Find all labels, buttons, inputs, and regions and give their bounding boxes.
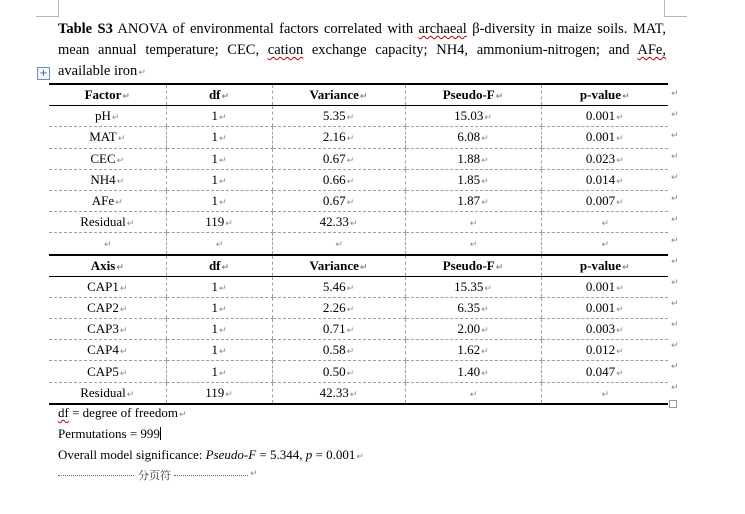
cell-text: 1.62 [457, 342, 481, 358]
table-row [49, 106, 668, 127]
table-cell[interactable] [541, 319, 668, 340]
cell-text: CAP4 [87, 342, 119, 358]
cell-end-mark: ↵ [469, 389, 478, 400]
table-resize-handle[interactable] [669, 400, 677, 408]
cell-end-mark: ↵ [359, 262, 368, 273]
table-row [49, 212, 668, 233]
table-cell[interactable] [272, 190, 405, 211]
cell-end-mark: ↵ [218, 113, 227, 124]
table-cell[interactable] [166, 382, 272, 404]
cell-text: CAP5 [87, 363, 119, 379]
table-cell[interactable] [49, 319, 166, 340]
cell-end-mark: ↵ [481, 176, 489, 187]
cell-text: 1.87 [457, 193, 481, 209]
cell-end-mark: ↵ [346, 198, 355, 209]
cell-end-mark: ↵ [126, 219, 135, 230]
cell-end-mark: ↵ [218, 368, 227, 379]
row-end-mark: ↵ [671, 194, 679, 204]
row-end-mark: ↵ [671, 236, 679, 246]
cell-end-mark: ↵ [122, 92, 130, 103]
row-end-mark: ↵ [671, 89, 679, 99]
paragraph-mark-icon: ↵ [138, 68, 146, 78]
table-row [49, 361, 668, 382]
table-cell[interactable] [166, 297, 272, 318]
cell-text: 42.33 [319, 384, 349, 400]
row-end-mark: ↵ [671, 299, 679, 309]
cell-end-mark: ↵ [215, 240, 224, 251]
table-cell[interactable] [272, 106, 405, 127]
page-break-line [58, 475, 134, 476]
cell-end-mark: ↵ [225, 219, 233, 230]
cell-text: df [208, 257, 221, 273]
row-end-mark: ↵ [671, 110, 679, 120]
cell-end-mark: ↵ [218, 283, 227, 294]
table-cell[interactable] [541, 148, 668, 169]
table-row [49, 340, 668, 361]
cell-text: df [208, 87, 221, 103]
cell-end-mark: ↵ [111, 113, 120, 124]
cell-text: 5.46 [322, 278, 346, 294]
spellcheck-word[interactable]: cation [267, 42, 304, 58]
table-cell[interactable] [49, 340, 166, 361]
cell-end-mark: ↵ [346, 134, 355, 145]
cell-text: MAT [89, 129, 117, 145]
cell-end-mark: ↵ [218, 134, 227, 145]
table-cell[interactable] [272, 212, 405, 233]
cell-end-mark: ↵ [335, 240, 343, 251]
cell-end-mark: ↵ [481, 368, 489, 379]
cell-end-mark: ↵ [495, 92, 504, 103]
cell-end-mark: ↵ [616, 176, 624, 187]
cell-text: 6.08 [457, 129, 481, 145]
table-move-handle-icon[interactable]: + [37, 67, 50, 80]
cell-end-mark: ↵ [119, 304, 128, 315]
cell-text: 42.33 [319, 214, 349, 230]
table-cell[interactable] [272, 276, 405, 297]
cell-text: 0.67 [322, 193, 346, 209]
table-cell[interactable] [405, 84, 541, 106]
cell-text: 5.35 [322, 108, 346, 124]
page-break-label: 分页符 [138, 469, 171, 482]
cell-end-mark: ↵ [218, 176, 227, 187]
table-cell[interactable] [405, 340, 541, 361]
table-header-row [49, 255, 668, 277]
cell-text: AFe [91, 193, 115, 209]
table-cell[interactable] [166, 233, 272, 255]
page-corner-top-left [36, 0, 59, 17]
row-end-mark: ↵ [671, 131, 679, 141]
cell-text: 1 [211, 150, 218, 166]
cell-text: 2.16 [322, 129, 346, 145]
table-row [49, 190, 668, 211]
cell-text: p-value [579, 87, 622, 103]
cell-end-mark: ↵ [346, 326, 355, 337]
note-permutations: Permutations = 999 [58, 426, 160, 441]
cell-text: CAP3 [87, 321, 119, 337]
table-row [49, 297, 668, 318]
cell-text: 15.35 [454, 278, 484, 294]
cell-text: 1 [211, 363, 218, 379]
paragraph-mark-icon: ↵ [356, 452, 364, 462]
cell-end-mark: ↵ [346, 368, 355, 379]
cell-end-mark: ↵ [346, 176, 355, 187]
cell-end-mark: ↵ [349, 219, 358, 230]
table-cell[interactable] [541, 212, 668, 233]
cell-end-mark: ↵ [346, 347, 355, 358]
cell-end-mark: ↵ [218, 198, 227, 209]
cell-text: 2.00 [457, 321, 481, 337]
cell-end-mark: ↵ [221, 92, 230, 103]
table-cell[interactable] [541, 84, 668, 106]
cell-end-mark: ↵ [346, 283, 355, 294]
table-cell[interactable] [166, 127, 272, 148]
cell-end-mark: ↵ [116, 176, 125, 187]
table-cell[interactable] [405, 382, 541, 404]
table-cell[interactable] [49, 382, 166, 404]
table-cell[interactable] [166, 361, 272, 382]
table-cell[interactable] [272, 127, 405, 148]
table-cell[interactable] [49, 255, 166, 277]
table-cell[interactable] [541, 106, 668, 127]
note-df: df = degree of freedom↵ [58, 405, 187, 420]
table-notes [58, 402, 364, 465]
table-cell[interactable] [49, 233, 166, 255]
cell-end-mark: ↵ [469, 219, 478, 230]
cell-text: 1 [211, 108, 218, 124]
anova-table-body [49, 84, 668, 404]
cell-end-mark: ↵ [481, 134, 489, 145]
cell-text: 1 [211, 193, 218, 209]
cell-text: 0.047 [585, 363, 616, 379]
cell-text: 0.001 [585, 299, 616, 315]
cell-text: 0.50 [322, 363, 346, 379]
cell-text: 119 [205, 214, 225, 230]
table-cell[interactable] [405, 127, 541, 148]
cell-end-mark: ↵ [221, 262, 230, 273]
table-caption: Table S3 ANOVA of environmental factors correlated with archaeal β-diversity in maize soils. MAT, mean annual temperature; CEC, cation exchange capacity; NH4, ammonium-nitrogen; and AFe, available iron↵ [58, 21, 666, 79]
table-cell[interactable] [541, 127, 668, 148]
cell-text: 0.003 [585, 321, 616, 337]
table-cell[interactable] [49, 190, 166, 211]
cell-text: CAP2 [87, 299, 119, 315]
table-cell[interactable] [405, 319, 541, 340]
cell-end-mark: ↵ [119, 347, 128, 358]
cell-end-mark: ↵ [119, 283, 128, 294]
cell-text: 0.71 [322, 321, 346, 337]
cell-end-mark: ↵ [359, 92, 368, 103]
cell-end-mark: ↵ [601, 389, 610, 400]
table-cell[interactable] [405, 297, 541, 318]
cell-end-mark: ↵ [616, 326, 624, 337]
cell-end-mark: ↵ [616, 368, 624, 379]
cell-end-mark: ↵ [616, 347, 624, 358]
cell-text: CAP1 [87, 278, 119, 294]
cell-end-mark: ↵ [119, 326, 128, 337]
spellcheck-word[interactable]: AFe, [637, 42, 666, 58]
cell-end-mark: ↵ [495, 262, 504, 273]
cell-text: 0.58 [322, 342, 346, 358]
cell-text: 6.35 [457, 299, 481, 315]
cell-text: CEC [90, 150, 116, 166]
row-end-mark: ↵ [671, 278, 679, 288]
row-end-mark: ↵ [671, 173, 679, 183]
table-cell[interactable] [49, 212, 166, 233]
row-end-mark: ↵ [671, 215, 679, 225]
cell-end-mark: ↵ [484, 113, 492, 124]
cell-text: Variance [309, 257, 359, 273]
cell-end-mark: ↵ [346, 304, 355, 315]
table-cell[interactable] [541, 361, 668, 382]
table-row [49, 319, 668, 340]
cell-end-mark: ↵ [115, 198, 123, 209]
cell-text: pH [95, 108, 111, 124]
cell-end-mark: ↵ [126, 389, 135, 400]
cell-end-mark: ↵ [616, 198, 624, 209]
table-cell[interactable] [272, 84, 405, 106]
cell-text: Pseudo-F [442, 257, 495, 273]
table-cell[interactable] [541, 340, 668, 361]
table-cell[interactable] [405, 106, 541, 127]
table-row [49, 169, 668, 190]
cell-end-mark: ↵ [616, 155, 624, 166]
table-cell[interactable] [49, 297, 166, 318]
table-cell[interactable] [166, 276, 272, 297]
cell-text: 1 [211, 278, 218, 294]
cell-text: 0.023 [585, 150, 616, 166]
cell-text: Factor [84, 87, 122, 103]
cell-end-mark: ↵ [622, 262, 630, 273]
cell-text: 0.67 [322, 150, 346, 166]
row-end-mark: ↵ [671, 383, 679, 393]
table-cell[interactable] [272, 255, 405, 277]
row-end-marks [671, 86, 683, 401]
cell-end-mark: ↵ [622, 92, 630, 103]
cell-end-mark: ↵ [616, 134, 624, 145]
row-end-mark: ↵ [671, 320, 679, 330]
cell-end-mark: ↵ [481, 347, 489, 358]
table-cell[interactable] [166, 319, 272, 340]
cell-text: Axis [90, 257, 116, 273]
table-cell[interactable] [272, 361, 405, 382]
cell-text: Variance [309, 87, 359, 103]
cell-end-mark: ↵ [346, 113, 355, 124]
table-cell[interactable] [541, 382, 668, 404]
table-cell[interactable] [49, 84, 166, 106]
cell-end-mark: ↵ [616, 304, 624, 315]
table-cell[interactable] [272, 233, 405, 255]
table-cell[interactable] [405, 212, 541, 233]
cell-text: 1 [211, 321, 218, 337]
cell-text: Residual [80, 384, 126, 400]
table-cell[interactable] [405, 233, 541, 255]
anova-table [49, 83, 668, 405]
table-cell[interactable] [166, 212, 272, 233]
table-cell[interactable] [541, 169, 668, 190]
cell-end-mark: ↵ [481, 304, 489, 315]
cell-end-mark: ↵ [481, 198, 489, 209]
paragraph-mark-icon: ↵ [178, 410, 187, 420]
table-cell[interactable] [49, 361, 166, 382]
row-end-mark: ↵ [671, 257, 679, 267]
cell-end-mark: ↵ [481, 326, 489, 337]
cell-text: 1 [211, 171, 218, 187]
cell-text: NH4 [90, 171, 116, 187]
cell-text: 1.85 [457, 171, 481, 187]
row-end-mark: ↵ [671, 341, 679, 351]
table-cell[interactable] [49, 148, 166, 169]
cell-text: 119 [205, 384, 225, 400]
table-cell[interactable] [166, 340, 272, 361]
row-end-mark: ↵ [671, 362, 679, 372]
cell-end-mark: ↵ [218, 326, 227, 337]
table-label: Table S3 [58, 21, 113, 37]
cell-end-mark: ↵ [601, 240, 610, 251]
table-cell[interactable] [49, 106, 166, 127]
cell-end-mark: ↵ [218, 304, 227, 315]
table-header-row [49, 84, 668, 106]
cell-end-mark: ↵ [117, 134, 126, 145]
cell-end-mark: ↵ [218, 347, 227, 358]
table-cell[interactable] [405, 148, 541, 169]
table-cell[interactable] [541, 190, 668, 211]
table-cell[interactable] [541, 233, 668, 255]
cell-end-mark: ↵ [225, 389, 233, 400]
cell-text: 0.014 [585, 171, 616, 187]
paragraph-mark-icon: ↵ [250, 469, 258, 479]
cell-text: 15.03 [454, 108, 484, 124]
table-cell[interactable] [272, 148, 405, 169]
page-break-marker [58, 465, 258, 485]
page-break-line [174, 475, 248, 476]
cell-text: 0.001 [585, 278, 616, 294]
cell-end-mark: ↵ [116, 155, 125, 166]
cell-text: 1.40 [457, 363, 481, 379]
note-overall: Overall model significance: Pseudo-F = 5.344, p = 0.001↵ [58, 447, 364, 462]
table-row [49, 276, 668, 297]
table-cell[interactable] [166, 169, 272, 190]
cell-end-mark: ↵ [469, 240, 478, 251]
cell-end-mark: ↵ [481, 155, 489, 166]
cell-end-mark: ↵ [349, 389, 358, 400]
table-cell[interactable] [405, 361, 541, 382]
table-row [49, 382, 668, 404]
cell-end-mark: ↵ [218, 155, 227, 166]
table-cell[interactable] [49, 169, 166, 190]
table-row [49, 148, 668, 169]
page-corner-top-right [664, 0, 687, 17]
cell-text: 1.88 [457, 150, 481, 166]
table-cell[interactable] [166, 255, 272, 277]
spellcheck-word[interactable]: archaeal [418, 21, 467, 37]
table-cell[interactable] [166, 84, 272, 106]
table-cell[interactable] [541, 255, 668, 277]
table-cell[interactable] [541, 276, 668, 297]
cell-text: 1 [211, 129, 218, 145]
cell-text: 0.001 [585, 108, 616, 124]
cell-text: 0.66 [322, 171, 346, 187]
table-cell[interactable] [272, 340, 405, 361]
cell-text: 0.012 [585, 342, 616, 358]
cell-end-mark: ↵ [116, 262, 124, 273]
cell-text: Pseudo-F [442, 87, 495, 103]
table-row [49, 127, 668, 148]
cell-text: 0.001 [585, 129, 616, 145]
cell-text: p-value [579, 257, 622, 273]
table-spacer-row [49, 233, 668, 255]
table-cell[interactable] [272, 382, 405, 404]
cell-text: 2.26 [322, 299, 346, 315]
table-cell[interactable] [405, 276, 541, 297]
cell-end-mark: ↵ [616, 113, 624, 124]
cell-end-mark: ↵ [601, 219, 610, 230]
table-cell[interactable] [541, 297, 668, 318]
spellcheck-word[interactable]: df [58, 405, 69, 420]
table-cell[interactable] [49, 276, 166, 297]
table-cell[interactable] [166, 106, 272, 127]
cell-text: Residual [80, 214, 126, 230]
table-cell[interactable] [405, 169, 541, 190]
table-cell[interactable] [405, 255, 541, 277]
text-cursor [160, 427, 161, 440]
table-cell[interactable] [166, 148, 272, 169]
cell-text: 1 [211, 299, 218, 315]
table-cell[interactable] [49, 127, 166, 148]
cell-end-mark: ↵ [346, 155, 355, 166]
cell-text: 0.007 [585, 193, 616, 209]
row-end-mark: ↵ [671, 152, 679, 162]
table-cell[interactable] [272, 169, 405, 190]
cell-end-mark: ↵ [119, 368, 128, 379]
cell-end-mark: ↵ [484, 283, 492, 294]
table-cell[interactable] [272, 319, 405, 340]
table-cell[interactable] [166, 190, 272, 211]
cell-end-mark: ↵ [103, 240, 112, 251]
table-cell[interactable] [272, 297, 405, 318]
table-cell[interactable] [405, 190, 541, 211]
cell-text: 1 [211, 342, 218, 358]
cell-end-mark: ↵ [616, 283, 624, 294]
